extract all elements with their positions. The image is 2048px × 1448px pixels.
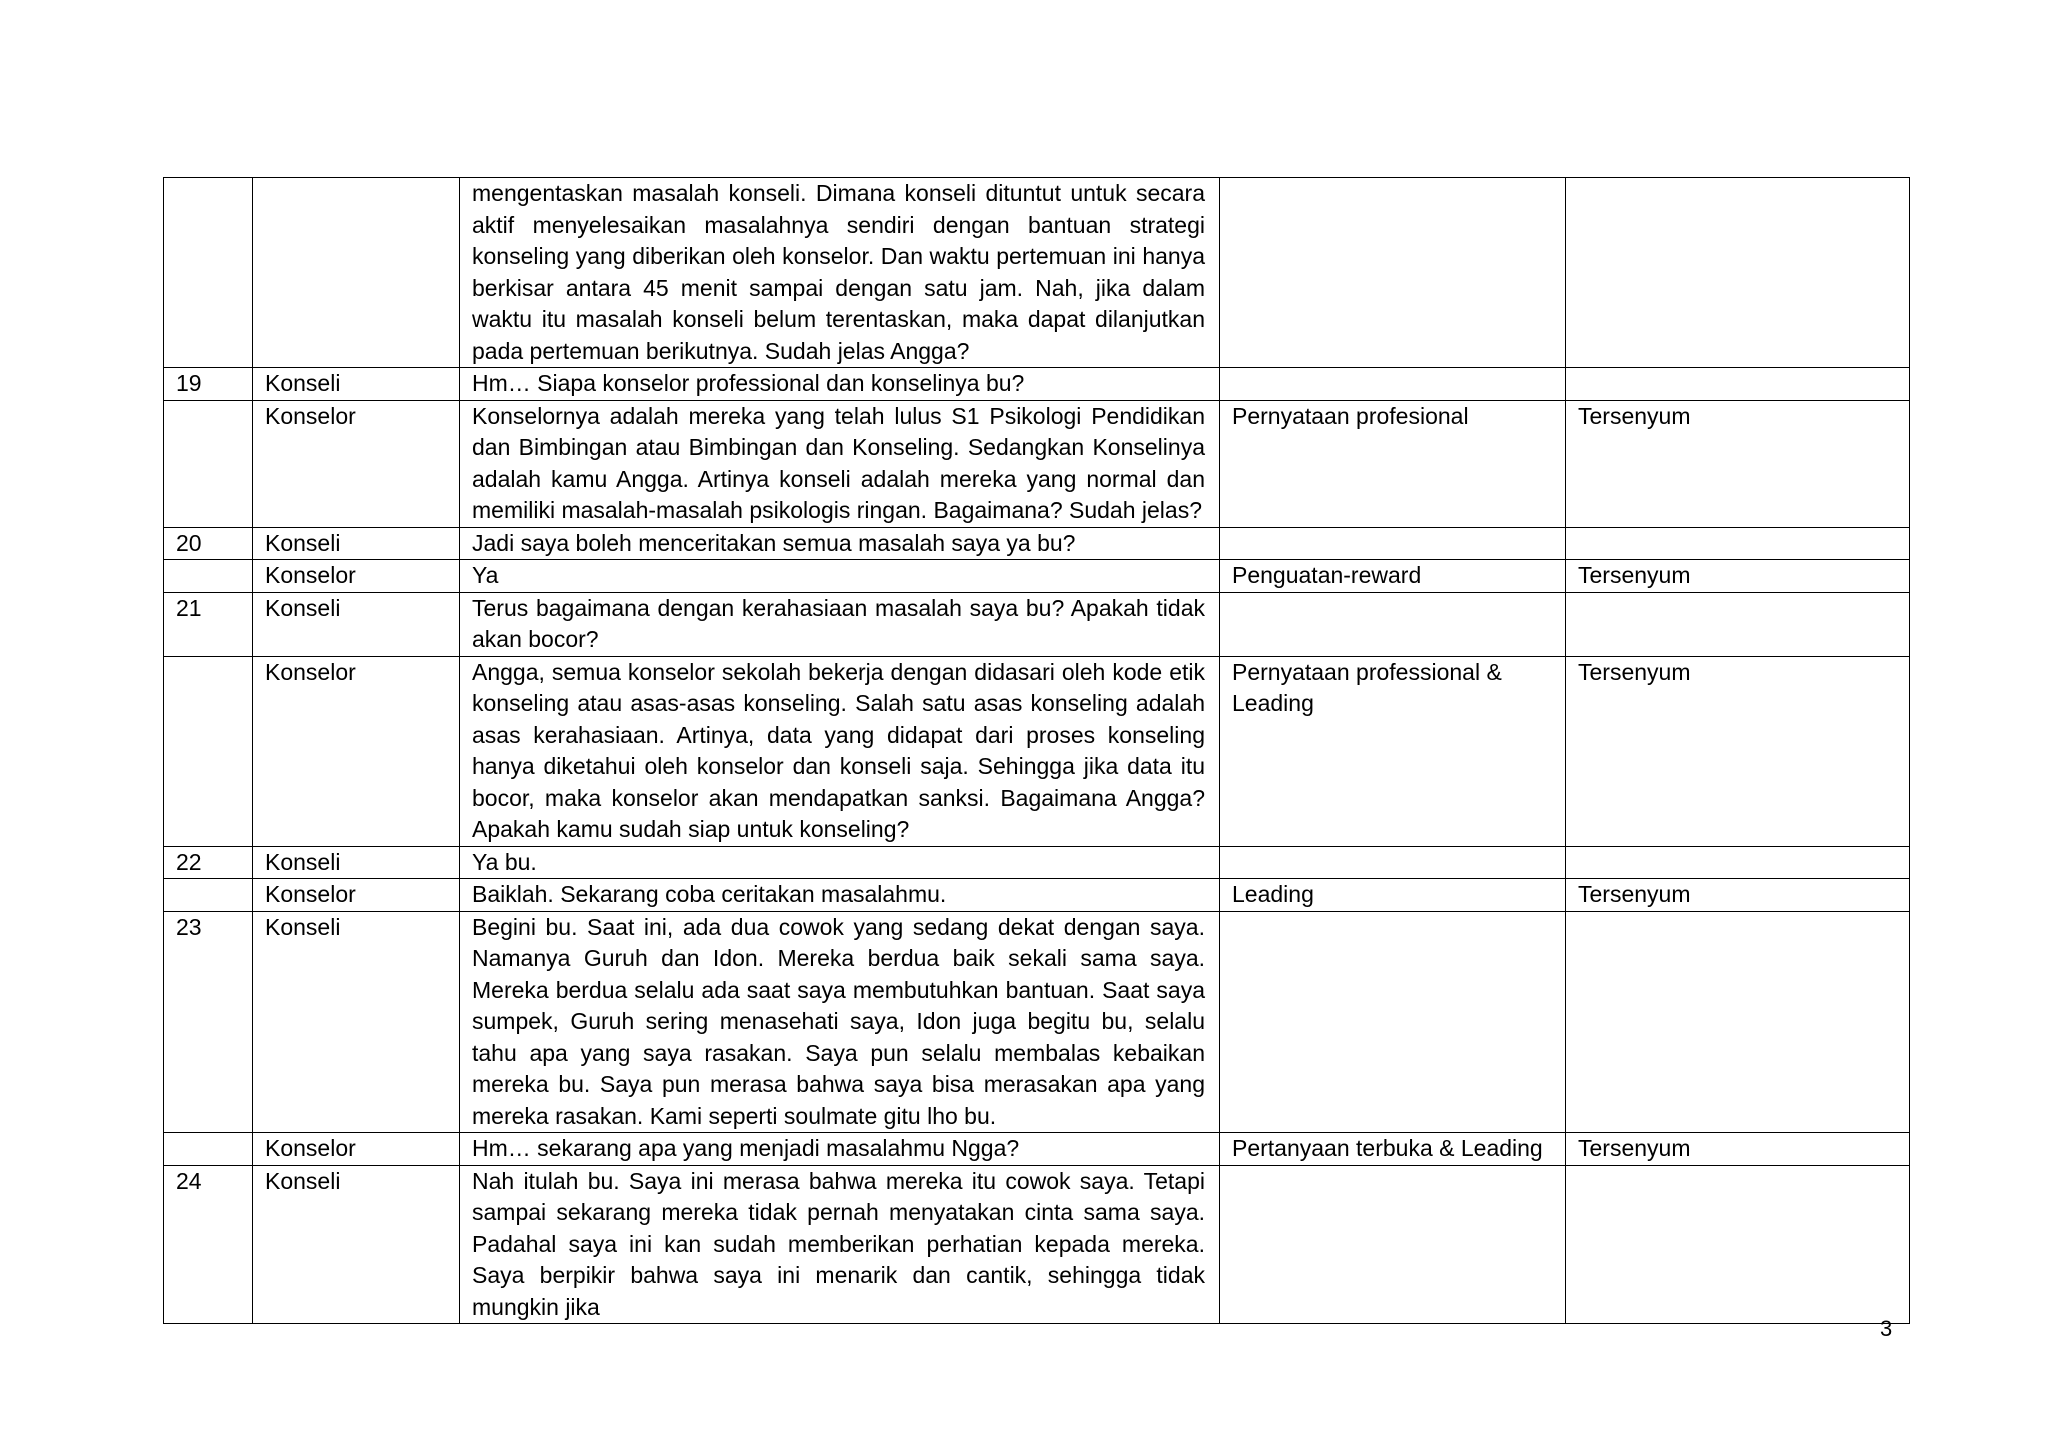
cell-expression bbox=[1566, 527, 1910, 560]
cell-expression: Tersenyum bbox=[1566, 879, 1910, 912]
cell-dialogue: Angga, semua konselor sekolah bekerja dengan didasari oleh kode etik konseling atau asas-asas konseling. Salah satu asas konseling adalah asas kerahasiaan. Artinya, data yang didapat dari proses konseling hanya diketahui oleh konselor dan konseli saja. Sehingga jika data itu bocor, maka konselor akan mendapatkan sanksi. Bagaimana Angga? Apakah kamu sudah siap untuk konseling? bbox=[460, 656, 1220, 846]
table-row bbox=[164, 400, 1910, 527]
cell-number: 22 bbox=[164, 846, 253, 879]
cell-dialogue: Hm… sekarang apa yang menjadi masalahmu Ngga? bbox=[460, 1133, 1220, 1166]
table-row bbox=[164, 911, 1910, 1133]
cell-dialogue: mengentaskan masalah konseli. Dimana konseli dituntut untuk secara aktif menyelesaikan masalahnya sendiri dengan bantuan strategi konseling yang diberikan oleh konselor. Dan waktu pertemuan ini hanya berkisar antara 45 menit sampai dengan satu jam. Nah, jika dalam waktu itu masalah konseli belum terentaskan, maka dapat dilanjutkan pada pertemuan berikutnya. Sudah jelas Angga? bbox=[460, 178, 1220, 368]
cell-dialogue: Konselornya adalah mereka yang telah lulus S1 Psikologi Pendidikan dan Bimbingan atau Bimbingan dan Konseling. Sedangkan Konselinya adalah kamu Angga. Artinya konseli adalah mereka yang normal dan memiliki masalah-masalah psikologis ringan. Bagaimana? Sudah jelas? bbox=[460, 400, 1220, 527]
cell-number bbox=[164, 178, 253, 368]
cell-role bbox=[253, 178, 460, 368]
cell-number bbox=[164, 560, 253, 593]
cell-technique bbox=[1220, 592, 1566, 656]
table-row bbox=[164, 1165, 1910, 1324]
cell-number bbox=[164, 400, 253, 527]
cell-role: Konselor bbox=[253, 560, 460, 593]
cell-expression: Tersenyum bbox=[1566, 1133, 1910, 1166]
cell-role: Konselor bbox=[253, 879, 460, 912]
table-row bbox=[164, 560, 1910, 593]
cell-dialogue: Jadi saya boleh menceritakan semua masalah saya ya bu? bbox=[460, 527, 1220, 560]
cell-role: Konseli bbox=[253, 911, 460, 1133]
cell-dialogue: Nah itulah bu. Saya ini merasa bahwa mereka itu cowok saya. Tetapi sampai sekarang mereka tidak pernah menyatakan cinta sama saya. Padahal saya ini kan sudah memberikan perhatian kepada mereka. Saya berpikir bahwa saya ini menarik dan cantik, sehingga tidak mungkin jika bbox=[460, 1165, 1220, 1324]
cell-technique bbox=[1220, 1165, 1566, 1324]
cell-expression bbox=[1566, 368, 1910, 401]
cell-dialogue: Ya bu. bbox=[460, 846, 1220, 879]
cell-role: Konseli bbox=[253, 368, 460, 401]
table-row bbox=[164, 656, 1910, 846]
cell-technique: Penguatan-reward bbox=[1220, 560, 1566, 593]
cell-technique bbox=[1220, 368, 1566, 401]
cell-technique bbox=[1220, 527, 1566, 560]
cell-technique: Pernyataan profesional bbox=[1220, 400, 1566, 527]
cell-number: 23 bbox=[164, 911, 253, 1133]
cell-number bbox=[164, 1133, 253, 1166]
cell-dialogue: Begini bu. Saat ini, ada dua cowok yang sedang dekat dengan saya. Namanya Guruh dan Idon. Mereka berdua baik sekali sama saya. Mereka berdua selalu ada saat saya membutuhkan bantuan. Saat saya sumpek, Guruh sering menasehati saya, Idon juga begitu bu, selalu tahu apa yang saya rasakan. Saya pun selalu membalas kebaikan mereka bu. Saya pun merasa bahwa saya bisa merasakan apa yang mereka rasakan. Kami seperti soulmate gitu lho bu. bbox=[460, 911, 1220, 1133]
cell-role: Konselor bbox=[253, 1133, 460, 1166]
cell-expression bbox=[1566, 1165, 1910, 1324]
cell-technique bbox=[1220, 911, 1566, 1133]
table-row bbox=[164, 879, 1910, 912]
cell-technique bbox=[1220, 178, 1566, 368]
cell-number: 20 bbox=[164, 527, 253, 560]
cell-role: Konselor bbox=[253, 656, 460, 846]
table-row bbox=[164, 178, 1910, 368]
cell-expression: Tersenyum bbox=[1566, 656, 1910, 846]
cell-role: Konseli bbox=[253, 592, 460, 656]
cell-technique: Pernyataan professional & Leading bbox=[1220, 656, 1566, 846]
cell-expression bbox=[1566, 178, 1910, 368]
cell-technique: Pertanyaan terbuka & Leading bbox=[1220, 1133, 1566, 1166]
transcript-table bbox=[163, 177, 1910, 1324]
cell-number bbox=[164, 879, 253, 912]
table-row bbox=[164, 846, 1910, 879]
cell-number: 24 bbox=[164, 1165, 253, 1324]
cell-role: Konselor bbox=[253, 400, 460, 527]
page-number: 3 bbox=[1880, 1316, 1893, 1341]
table-row bbox=[164, 1133, 1910, 1166]
table-row bbox=[164, 527, 1910, 560]
cell-dialogue: Ya bbox=[460, 560, 1220, 593]
cell-expression bbox=[1566, 846, 1910, 879]
cell-role: Konseli bbox=[253, 846, 460, 879]
cell-technique bbox=[1220, 846, 1566, 879]
cell-number: 21 bbox=[164, 592, 253, 656]
cell-technique: Leading bbox=[1220, 879, 1566, 912]
cell-expression: Tersenyum bbox=[1566, 560, 1910, 593]
table-row bbox=[164, 368, 1910, 401]
cell-role: Konseli bbox=[253, 1165, 460, 1324]
cell-expression bbox=[1566, 592, 1910, 656]
cell-expression bbox=[1566, 911, 1910, 1133]
cell-expression: Tersenyum bbox=[1566, 400, 1910, 527]
cell-number: 19 bbox=[164, 368, 253, 401]
cell-dialogue: Baiklah. Sekarang coba ceritakan masalahmu. bbox=[460, 879, 1220, 912]
cell-dialogue: Hm… Siapa konselor professional dan konselinya bu? bbox=[460, 368, 1220, 401]
cell-number bbox=[164, 656, 253, 846]
table-row bbox=[164, 592, 1910, 656]
cell-dialogue: Terus bagaimana dengan kerahasiaan masalah saya bu? Apakah tidak akan bocor? bbox=[460, 592, 1220, 656]
cell-role: Konseli bbox=[253, 527, 460, 560]
